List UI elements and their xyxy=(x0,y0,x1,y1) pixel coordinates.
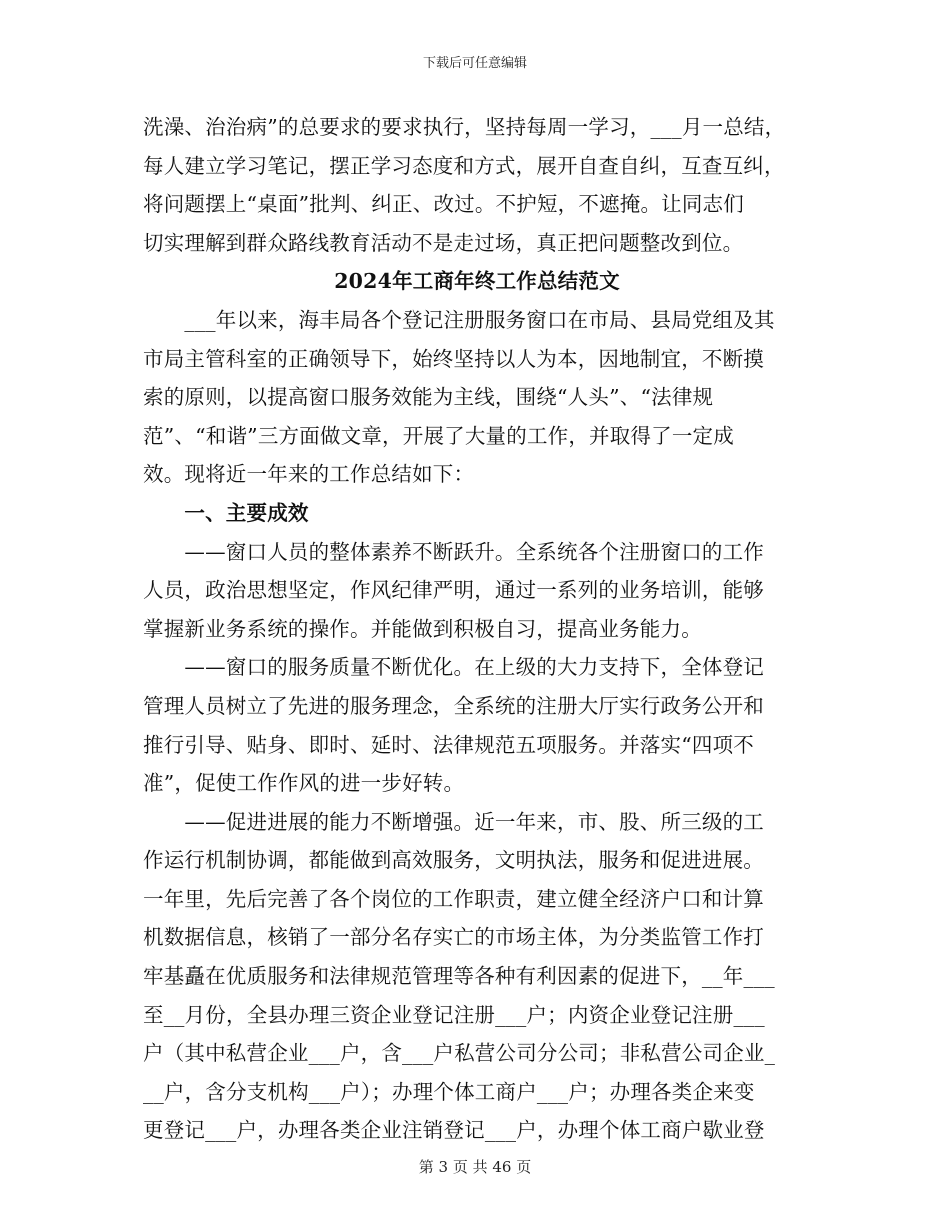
text-line: 每人建立学习笔记，摆正学习态度和方式，展开自查自纠，互查互纠， xyxy=(143,153,785,178)
text-line: 机数据信息，核销了一部分名存实亡的市场主体，为分类监管工作打 xyxy=(143,925,764,950)
document-body xyxy=(143,108,811,1150)
text-line: 掌握新业务系统的操作。并能做到积极自习，提高业务能力。 xyxy=(143,616,702,641)
page-header-note: 下载后可任意编辑 xyxy=(422,56,527,71)
text-line: ——窗口的服务质量不断优化。在上级的大力支持下，全体登记 xyxy=(143,655,764,680)
text-line: 户（其中私营企业___户，含___户私营公司分公司；非私营公司企业_ xyxy=(143,1041,776,1066)
section-heading: 一、主要成效 xyxy=(143,500,309,525)
text-line: 推行引导、贴身、即时、延时、法律规范五项服务。并落实“四项不 xyxy=(143,732,754,757)
text-line: 市局主管科室的正确领导下，始终坚持以人为本，因地制宜，不断摸 xyxy=(143,346,764,371)
text-line: ___年以来，海丰局各个登记注册服务窗口在市局、县局党组及其 xyxy=(143,307,775,332)
text-line: 将问题摆上“桌面”批判、纠正、改过。不护短，不遮掩。让同志们 xyxy=(143,192,744,217)
page-number: 第 3 页 共 46 页 xyxy=(418,1158,532,1176)
text-line: 人员，政治思想坚定，作风纪律严明，通过一系列的业务培训，能够 xyxy=(143,578,764,603)
text-line: 洗澡、治治病”的总要求的要求执行，坚持每周一学习，___月一总结， xyxy=(143,115,786,139)
text-line: 范”、“和谐”三方面做文章，开展了大量的工作，并取得了一定成 xyxy=(143,423,734,448)
text-line: 管理人员树立了先进的服务理念，全系统的注册大厅实行政务公开和 xyxy=(143,693,764,718)
text-line: 作运行机制协调，都能做到高效服务，文明执法，服务和促进进展。 xyxy=(143,848,764,873)
text-line: 效。现将近一年来的工作总结如下： xyxy=(143,462,475,487)
text-line: ——促进进展的能力不断增强。近一年来，市、股、所三级的工 xyxy=(143,809,764,834)
text-line: 牢基矗在优质服务和法律规范管理等各种有利因素的促进下，__年___ xyxy=(143,964,775,989)
text-line: __户，含分支机构___户）；办理个体工商户___户；办理各类企来变 xyxy=(143,1079,755,1104)
text-line: 索的原则，以提高窗口服务效能为主线，围绕“人头”、“法律规 xyxy=(143,385,714,410)
text-line: 至__月份，全县办理三资企业登记注册___户；内资企业登记注册___ xyxy=(143,1002,765,1027)
text-line: 切实理解到群众路线教育活动不是走过场，真正把问题整改到位。 xyxy=(143,230,744,255)
text-line: 准”，促使工作作风的进一步好转。 xyxy=(143,771,465,796)
text-line: 更登记___户，办理各类企业注销登记___户，办理个体工商户歇业登 xyxy=(143,1118,765,1143)
text-line: 一年里，先后完善了各个岗位的工作职责，建立健全经济户口和计算 xyxy=(143,886,764,911)
text-line: ——窗口人员的整体素养不断跃升。全系统各个注册窗口的工作 xyxy=(143,539,764,564)
document-title: 2024年工商年终工作总结范文 xyxy=(334,269,620,294)
